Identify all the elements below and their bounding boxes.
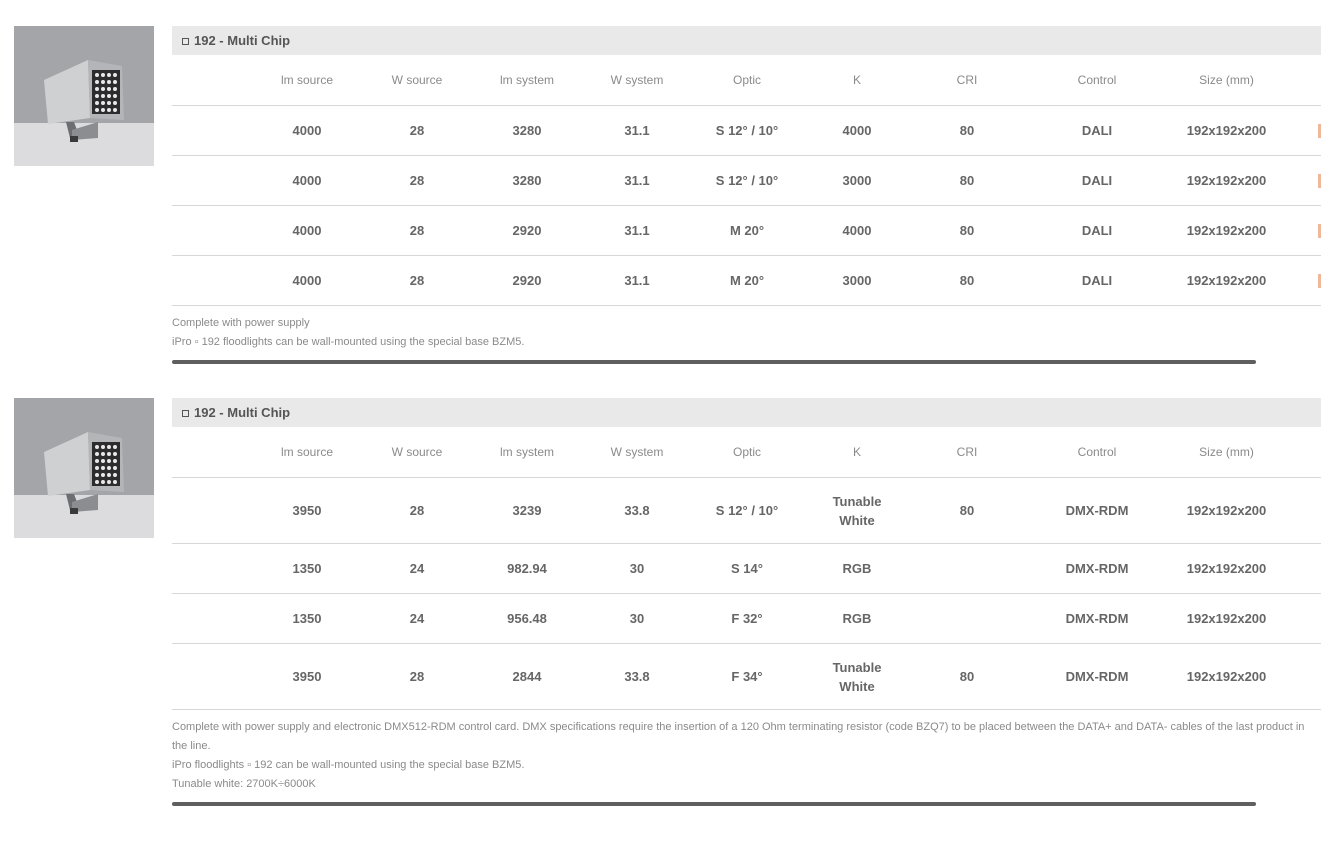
col-header: Control [1022,427,1172,478]
col-header: lm system [472,427,582,478]
note-line: Complete with power supply and electronic DMX512-RDM control card. DMX specifications require the insertion of a 120 Ohm terminating resistor (code BZQ7) to be placed between the DATA+ and DATA- cables of the last product in the line. [172,721,1305,752]
table-cell: 192x192x200 [1172,106,1281,156]
col-header: Size (mm) [1172,427,1281,478]
table-cell: 192x192x200 [1172,644,1281,710]
note-line: iPro ▫ 192 floodlights can be wall-mounted using the special base BZM5. [172,336,525,348]
row-edge [1281,156,1321,206]
table-cell: 28 [362,478,472,544]
table-cell [912,594,1022,644]
table-cell: 3280 [472,106,582,156]
table-cell: 192x192x200 [1172,544,1281,594]
table-cell: 2920 [472,256,582,306]
table-row[interactable] [172,594,1321,644]
spec-panel [172,398,1321,806]
table-cell: 30 [582,594,692,644]
table-cell: 982.94 [472,544,582,594]
table-cell: 2844 [472,644,582,710]
row-spacer [172,478,252,544]
table-cell: 4000 [252,256,362,306]
table-header-row [172,427,1321,478]
table-cell: 4000 [802,106,912,156]
row-spacer [172,544,252,594]
col-header: W system [582,55,692,106]
section-title: 192 - Multi Chip [194,405,291,420]
table-row[interactable] [172,206,1321,256]
table-cell: 3000 [802,156,912,206]
table-row[interactable] [172,156,1321,206]
col-header: W source [362,55,472,106]
row-spacer [172,156,252,206]
table-cell: DALI [1022,256,1172,306]
table-cell: DMX-RDM [1022,544,1172,594]
table-cell: 4000 [252,206,362,256]
table-cell: 80 [912,644,1022,710]
table-cell: 192x192x200 [1172,256,1281,306]
header-spacer [172,427,252,478]
col-header: K [802,55,912,106]
table-cell: S 14° [692,544,802,594]
note-line: Complete with power supply [172,317,310,329]
table-cell: 3280 [472,156,582,206]
table-cell: 28 [362,644,472,710]
table-cell: 192x192x200 [1172,206,1281,256]
table-cell: DMX-RDM [1022,594,1172,644]
row-edge [1281,256,1321,306]
row-spacer [172,256,252,306]
section-title-bar [172,26,1321,55]
table-cell: 24 [362,544,472,594]
spec-table [172,55,1321,306]
product-thumbnail[interactable] [14,398,154,538]
table-cell: DMX-RDM [1022,478,1172,544]
table-cell: RGB [802,544,912,594]
table-row[interactable] [172,544,1321,594]
table-cell: S 12° / 10° [692,156,802,206]
row-edge [1281,594,1321,644]
table-cell: 3239 [472,478,582,544]
table-header-row [172,55,1321,106]
table-cell: 80 [912,206,1022,256]
square-icon [182,410,189,417]
row-edge [1281,106,1321,156]
col-header: Size (mm) [1172,55,1281,106]
header-spacer [172,55,252,106]
col-header: Optic [692,427,802,478]
table-cell: 33.8 [582,478,692,544]
table-cell: 4000 [252,156,362,206]
section-notes [172,718,1321,794]
col-header: Control [1022,55,1172,106]
table-cell: Tunable White [802,644,912,710]
table-cell: DMX-RDM [1022,644,1172,710]
table-cell [912,544,1022,594]
table-cell: 28 [362,156,472,206]
section-divider [172,802,1256,806]
table-cell: 30 [582,544,692,594]
table-cell: 192x192x200 [1172,156,1281,206]
table-cell: 1350 [252,594,362,644]
table-cell: 31.1 [582,156,692,206]
table-cell: F 34° [692,644,802,710]
section-title: 192 - Multi Chip [194,33,291,48]
table-cell: 80 [912,106,1022,156]
table-cell: 956.48 [472,594,582,644]
col-header: K [802,427,912,478]
table-cell: F 32° [692,594,802,644]
table-cell: 192x192x200 [1172,478,1281,544]
table-cell: S 12° / 10° [692,106,802,156]
row-edge [1281,644,1321,710]
floodlight-icon [14,398,154,538]
table-cell: 2920 [472,206,582,256]
table-cell: 1350 [252,544,362,594]
row-spacer [172,594,252,644]
table-cell: 33.8 [582,644,692,710]
table-cell: M 20° [692,206,802,256]
table-cell: 80 [912,478,1022,544]
table-cell: M 20° [692,256,802,306]
col-header: W system [582,427,692,478]
row-spacer [172,106,252,156]
section-title-bar [172,398,1321,427]
table-cell: 3950 [252,644,362,710]
section-notes [172,314,1321,352]
floodlight-icon [14,26,154,166]
table-cell: 192x192x200 [1172,594,1281,644]
section-divider [172,360,1256,364]
col-header: Optic [692,55,802,106]
table-cell: 31.1 [582,106,692,156]
col-header: lm source [252,55,362,106]
note-line: Tunable white: 2700K÷6000K [172,778,316,790]
table-cell: S 12° / 10° [692,478,802,544]
col-header: CRI [912,427,1022,478]
table-cell: 28 [362,256,472,306]
table-cell: 28 [362,106,472,156]
table-cell: 80 [912,256,1022,306]
table-row[interactable] [172,478,1321,544]
table-cell: 3000 [802,256,912,306]
col-header: lm system [472,55,582,106]
product-thumbnail[interactable] [14,26,154,166]
table-cell: 24 [362,594,472,644]
table-cell: 28 [362,206,472,256]
header-spacer [1281,55,1321,106]
table-cell: 4000 [802,206,912,256]
row-edge [1281,206,1321,256]
table-row[interactable] [172,644,1321,710]
table-row[interactable] [172,256,1321,306]
row-edge [1281,544,1321,594]
row-edge [1281,478,1321,544]
table-cell: 3950 [252,478,362,544]
table-cell: 31.1 [582,256,692,306]
table-cell: 4000 [252,106,362,156]
table-cell: DALI [1022,106,1172,156]
spec-panel [172,26,1321,364]
col-header: W source [362,427,472,478]
row-spacer [172,206,252,256]
table-cell: RGB [802,594,912,644]
table-row[interactable] [172,106,1321,156]
note-line: iPro floodlights ▫ 192 can be wall-mounted using the special base BZM5. [172,759,525,771]
table-cell: DALI [1022,206,1172,256]
table-cell: 31.1 [582,206,692,256]
col-header: CRI [912,55,1022,106]
table-cell: Tunable White [802,478,912,544]
table-cell: DALI [1022,156,1172,206]
spec-table [172,427,1321,710]
col-header: lm source [252,427,362,478]
square-icon [182,38,189,45]
row-spacer [172,644,252,710]
header-spacer [1281,427,1321,478]
table-cell: 80 [912,156,1022,206]
